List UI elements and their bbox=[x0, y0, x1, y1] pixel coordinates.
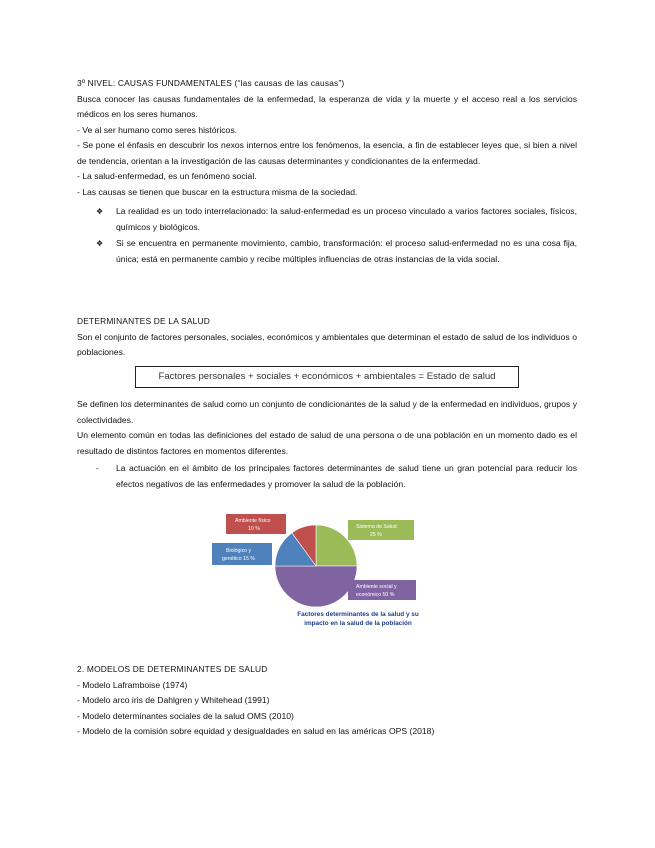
dash-bullet: - bbox=[96, 464, 99, 473]
diamond-bullet-icon: ❖ bbox=[96, 239, 104, 248]
bullet-list bbox=[77, 204, 577, 267]
callout-value: 25 % bbox=[370, 532, 382, 538]
callout-label: Sistema de Salud bbox=[356, 524, 397, 530]
text-line: - La salud-enfermedad, es un fenómeno social. bbox=[77, 171, 257, 181]
section-heading: 2. MODELOS DE DETERMINANTES DE SALUD bbox=[77, 664, 268, 674]
paragraph: Un elemento común en todas las definiciones del estado de salud de una persona o de una población en un momento dado es el resultado de distintos factores en momentos diferentes. bbox=[77, 430, 577, 456]
text-line: - Se pone el énfasis en descubrir los nexos internos entre los fenómenos, la esencia, a fin de establecer leyes que, si bien a nivel de tendencia, orientan a la investigación de las causas determinantes y condicionantes de la enfermedad. bbox=[77, 140, 577, 166]
section-heading: 3º NIVEL: CAUSAS FUNDAMENTALES (“las causas de las causas”) bbox=[77, 78, 345, 88]
callout-value: económico 50 % bbox=[356, 592, 395, 598]
section-determinantes-definition bbox=[77, 397, 577, 493]
section-intro: Busca conocer las causas fundamentales de la enfermedad, la esperanza de vida y la muerte y el acceso real a los servicios médicos en los seres humanos. bbox=[77, 93, 577, 119]
list-item: - Modelo Laframboise (1974) bbox=[77, 679, 188, 690]
text-line: - Las causas se tienen que buscar en la estructura misma de la sociedad. bbox=[77, 186, 358, 197]
list-item bbox=[77, 461, 577, 492]
bullet-text: Si se encuentra en permanente movimiento, cambio, transformación: el proceso salud-enfermedad no es una cosa fija, única; está en permanente cambio y recibe múltiples influencias de otras instancias de la vida social. bbox=[116, 238, 577, 264]
list-item: - Modelo de la comisión sobre equidad y desigualdades en salud en las américas OPS (2018) bbox=[77, 726, 435, 736]
list-item: - Modelo determinantes sociales de la salud OMS (2010) bbox=[77, 710, 294, 721]
callout-label: Ambiente social y bbox=[356, 584, 397, 590]
list-item bbox=[77, 204, 577, 235]
bullet-text: La realidad es un todo interrelacionado: la salud-enfermedad es un proceso vinculado a varios factores sociales, físicos, químicos y biológicos. bbox=[116, 206, 577, 232]
callout-value: 10 % bbox=[248, 526, 260, 532]
paragraph: Se definen los determinantes de salud como un conjunto de condicionantes de la salud y de la enfermedad en individuos, grupos y colectividades. bbox=[77, 399, 577, 425]
diamond-bullet-icon: ❖ bbox=[96, 207, 104, 216]
section-causas-fundamentales bbox=[77, 76, 577, 268]
list-item: - Modelo arco iris de Dahlgren y Whitehead (1991) bbox=[77, 695, 270, 705]
callout-label: Ambiente físico bbox=[235, 518, 271, 524]
pie-slice-ambiente-social-y-económico bbox=[275, 566, 357, 607]
callout-label: Biológico y bbox=[226, 548, 252, 554]
dash-text: La actuación en el ámbito de los principales factores determinantes de salud tiene un gran potencial para reducir los efectos negativos de las enfermedades y promover la salud de la población. bbox=[116, 463, 577, 489]
section-determinantes bbox=[77, 314, 577, 361]
chart-title: Factores determinantes de la salud y su bbox=[297, 611, 419, 618]
pie-slices bbox=[275, 525, 357, 607]
chart-title: impacto en la salud de la población bbox=[304, 620, 412, 627]
text-line: - Ve al ser humano como seres históricos. bbox=[77, 124, 238, 135]
callout-value: genético 15 % bbox=[222, 556, 255, 562]
section-heading: DETERMINANTES DE LA SALUD bbox=[77, 316, 210, 326]
list-item bbox=[77, 236, 577, 267]
section-modelos bbox=[77, 662, 577, 740]
pie-chart bbox=[208, 508, 468, 638]
dash-list bbox=[77, 461, 577, 492]
section-intro: Son el conjunto de factores personales, sociales, económicos y ambientales que determinan el estado de salud de los individuos o poblaciones. bbox=[77, 331, 577, 357]
formula-box: Factores personales + sociales + económicos + ambientales = Estado de salud bbox=[135, 366, 519, 388]
